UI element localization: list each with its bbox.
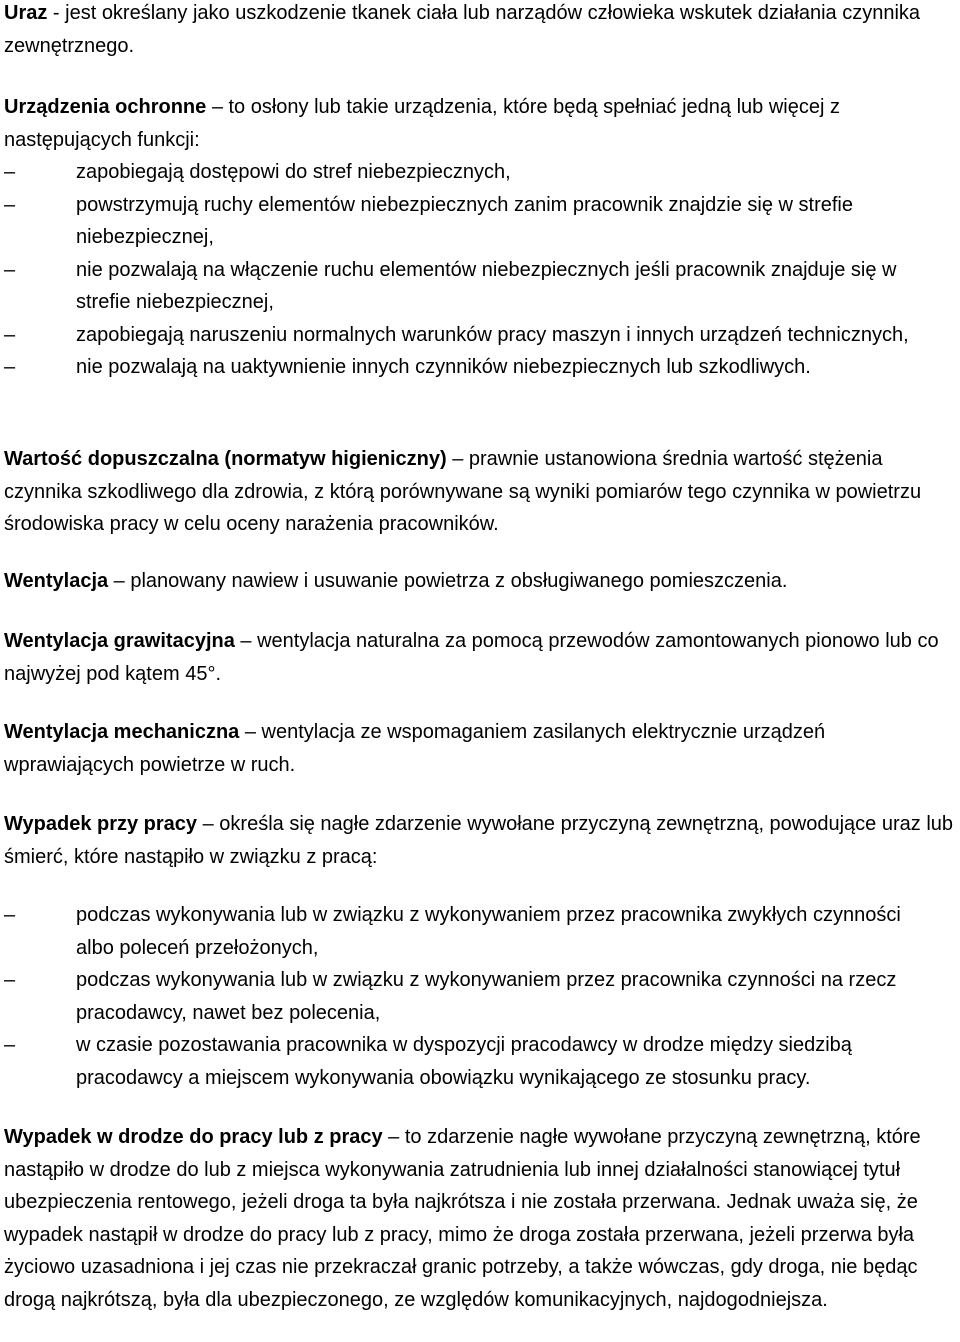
- term-wypadek-w-drodze: Wypadek w drodze do pracy lub z pracy: [4, 1126, 383, 1148]
- term-uraz: Uraz: [4, 2, 48, 24]
- definition-uraz-text: - jest określany jako uszkodzenie tkanek ciała lub narządów człowieka wskutek działania czynnika zewnętrznego.: [4, 2, 921, 57]
- term-wentylacja-grawitacyjna: Wentylacja grawitacyjna: [4, 630, 235, 652]
- list-item: [0, 156, 960, 189]
- list-item-text: zapobiegają dostępowi do stref niebezpiecznych,: [76, 161, 511, 183]
- definition-wentylacja-text: – planowany nawiew i usuwanie powietrza z obsługiwanego pomieszczenia.: [108, 570, 788, 592]
- list-item-text: powstrzymują ruchy elementów niebezpiecznych zanim pracownik znajdzie się w strefie niebezpiecznej,: [76, 193, 854, 248]
- definition-wentylacja-mechaniczna-text: – wentylacja ze wspomaganiem zasilanych elektrycznie urządzeń wprawiających powietrze w ruch.: [4, 721, 826, 776]
- list-item-text: podczas wykonywania lub w związku z wykonywaniem przez pracownika zwykłych czynności albo poleceń przełożonych,: [76, 904, 901, 959]
- term-wypadek-przy-pracy: Wypadek przy pracy: [4, 813, 198, 835]
- list-item-text: w czasie pozostawania pracownika w dyspozycji pracodawcy w drodze między siedzibą pracodawcy a miejscem wykonywania obowiązku wynikającego ze stosunku pracy.: [76, 1034, 852, 1089]
- definition-wypadek-w-drodze-text: – to zdarzenie nagłe wywołane przyczyną zewnętrzną, które nastąpiło w drodze do lub z miejsca wykonywania zatrudnienia lub innej działalności stanowiącej tytuł ubezpieczenia rentowego, jeżeli droga ta była najkrótsza i nie została przerwana. Jednak uważa się, że wypadek nastąpił w drodze do pracy lub z pracy, mimo że droga została przerwana, jeżeli przerwa była życiowo uzasadniona i jej czas nie przekraczał granic potrzeby, a także wówczas, gdy droga, nie będąc drogą najkrótszą, była dla ubezpieczonego, ze względów komunikacyjnych, najdogodniejsza.: [4, 1126, 921, 1311]
- definition-wentylacja-grawitacyjna-text: – wentylacja naturalna za pomocą przewodów zamontowanych pionowo lub co najwyżej pod kątem 45°.: [4, 630, 939, 685]
- dash-marker: –: [4, 969, 16, 991]
- definition-wypadek-przy-pracy-text: – określa się nagłe zdarzenie wywołane przyczyną zewnętrzną, powodujące uraz lub śmierć, które nastąpiło w związku z pracą:: [4, 813, 954, 868]
- list-item-text: zapobiegają naruszeniu normalnych warunków pracy maszyn i innych urządzeń technicznych,: [76, 323, 909, 346]
- dash-marker: –: [4, 161, 16, 183]
- definition-wypadek-przy-pracy: [4, 808, 956, 873]
- dash-marker: –: [4, 193, 16, 216]
- list-item: [0, 899, 960, 964]
- dash-marker: –: [4, 356, 16, 378]
- term-wartosc-dopuszczalna: Wartość dopuszczalna (normatyw higieniczny): [4, 448, 447, 470]
- list-item: [0, 254, 960, 319]
- list-item-text: nie pozwalają na uaktywnienie innych czynników niebezpiecznych lub szkodliwych.: [76, 356, 811, 378]
- list-item: [0, 964, 960, 1029]
- urzadzenia-functions-list: [0, 156, 960, 384]
- term-wentylacja: Wentylacja: [4, 570, 109, 592]
- definition-wypadek-w-drodze: [4, 1121, 956, 1316]
- definition-wentylacja-grawitacyjna: [4, 625, 956, 690]
- definition-wentylacja-mechaniczna: [4, 716, 956, 781]
- list-item: [0, 189, 960, 254]
- list-item: [0, 351, 960, 384]
- dash-marker: –: [4, 258, 16, 281]
- definition-wentylacja: [4, 565, 956, 598]
- dash-marker: –: [4, 1034, 16, 1056]
- term-wentylacja-mechaniczna: Wentylacja mechaniczna: [4, 721, 240, 743]
- list-item-text: nie pozwalają na włączenie ruchu elementów niebezpiecznych jeśli pracownik znajduje się w strefie niebezpiecznej,: [76, 258, 897, 313]
- term-urzadzenia-ochronne: Urządzenia ochronne: [4, 96, 207, 118]
- list-item: [0, 319, 960, 352]
- definition-urzadzenia-text: – to osłony lub takie urządzenia, które będą spełniać jedną lub więcej z następujących funkcji:: [4, 96, 840, 151]
- dash-marker: –: [4, 904, 16, 926]
- definition-uraz: [4, 0, 956, 62]
- dash-marker: –: [4, 323, 16, 346]
- wypadek-circumstances-list: [0, 899, 960, 1094]
- list-item-text: podczas wykonywania lub w związku z wykonywaniem przez pracownika czynności na rzecz pracodawcy, nawet bez polecenia,: [76, 969, 897, 1024]
- definition-wartosc-dopuszczalna: [4, 443, 956, 541]
- definition-urzadzenia-ochronne: [4, 91, 956, 156]
- list-item: [0, 1029, 960, 1094]
- definition-wartosc-text: – prawnie ustanowiona średnia wartość stężenia czynnika szkodliwego dla zdrowia, z którą porównywane są wyniki pomiarów tego czynnika w powietrzu środowiska pracy w celu oceny narażenia pracowników.: [4, 448, 922, 535]
